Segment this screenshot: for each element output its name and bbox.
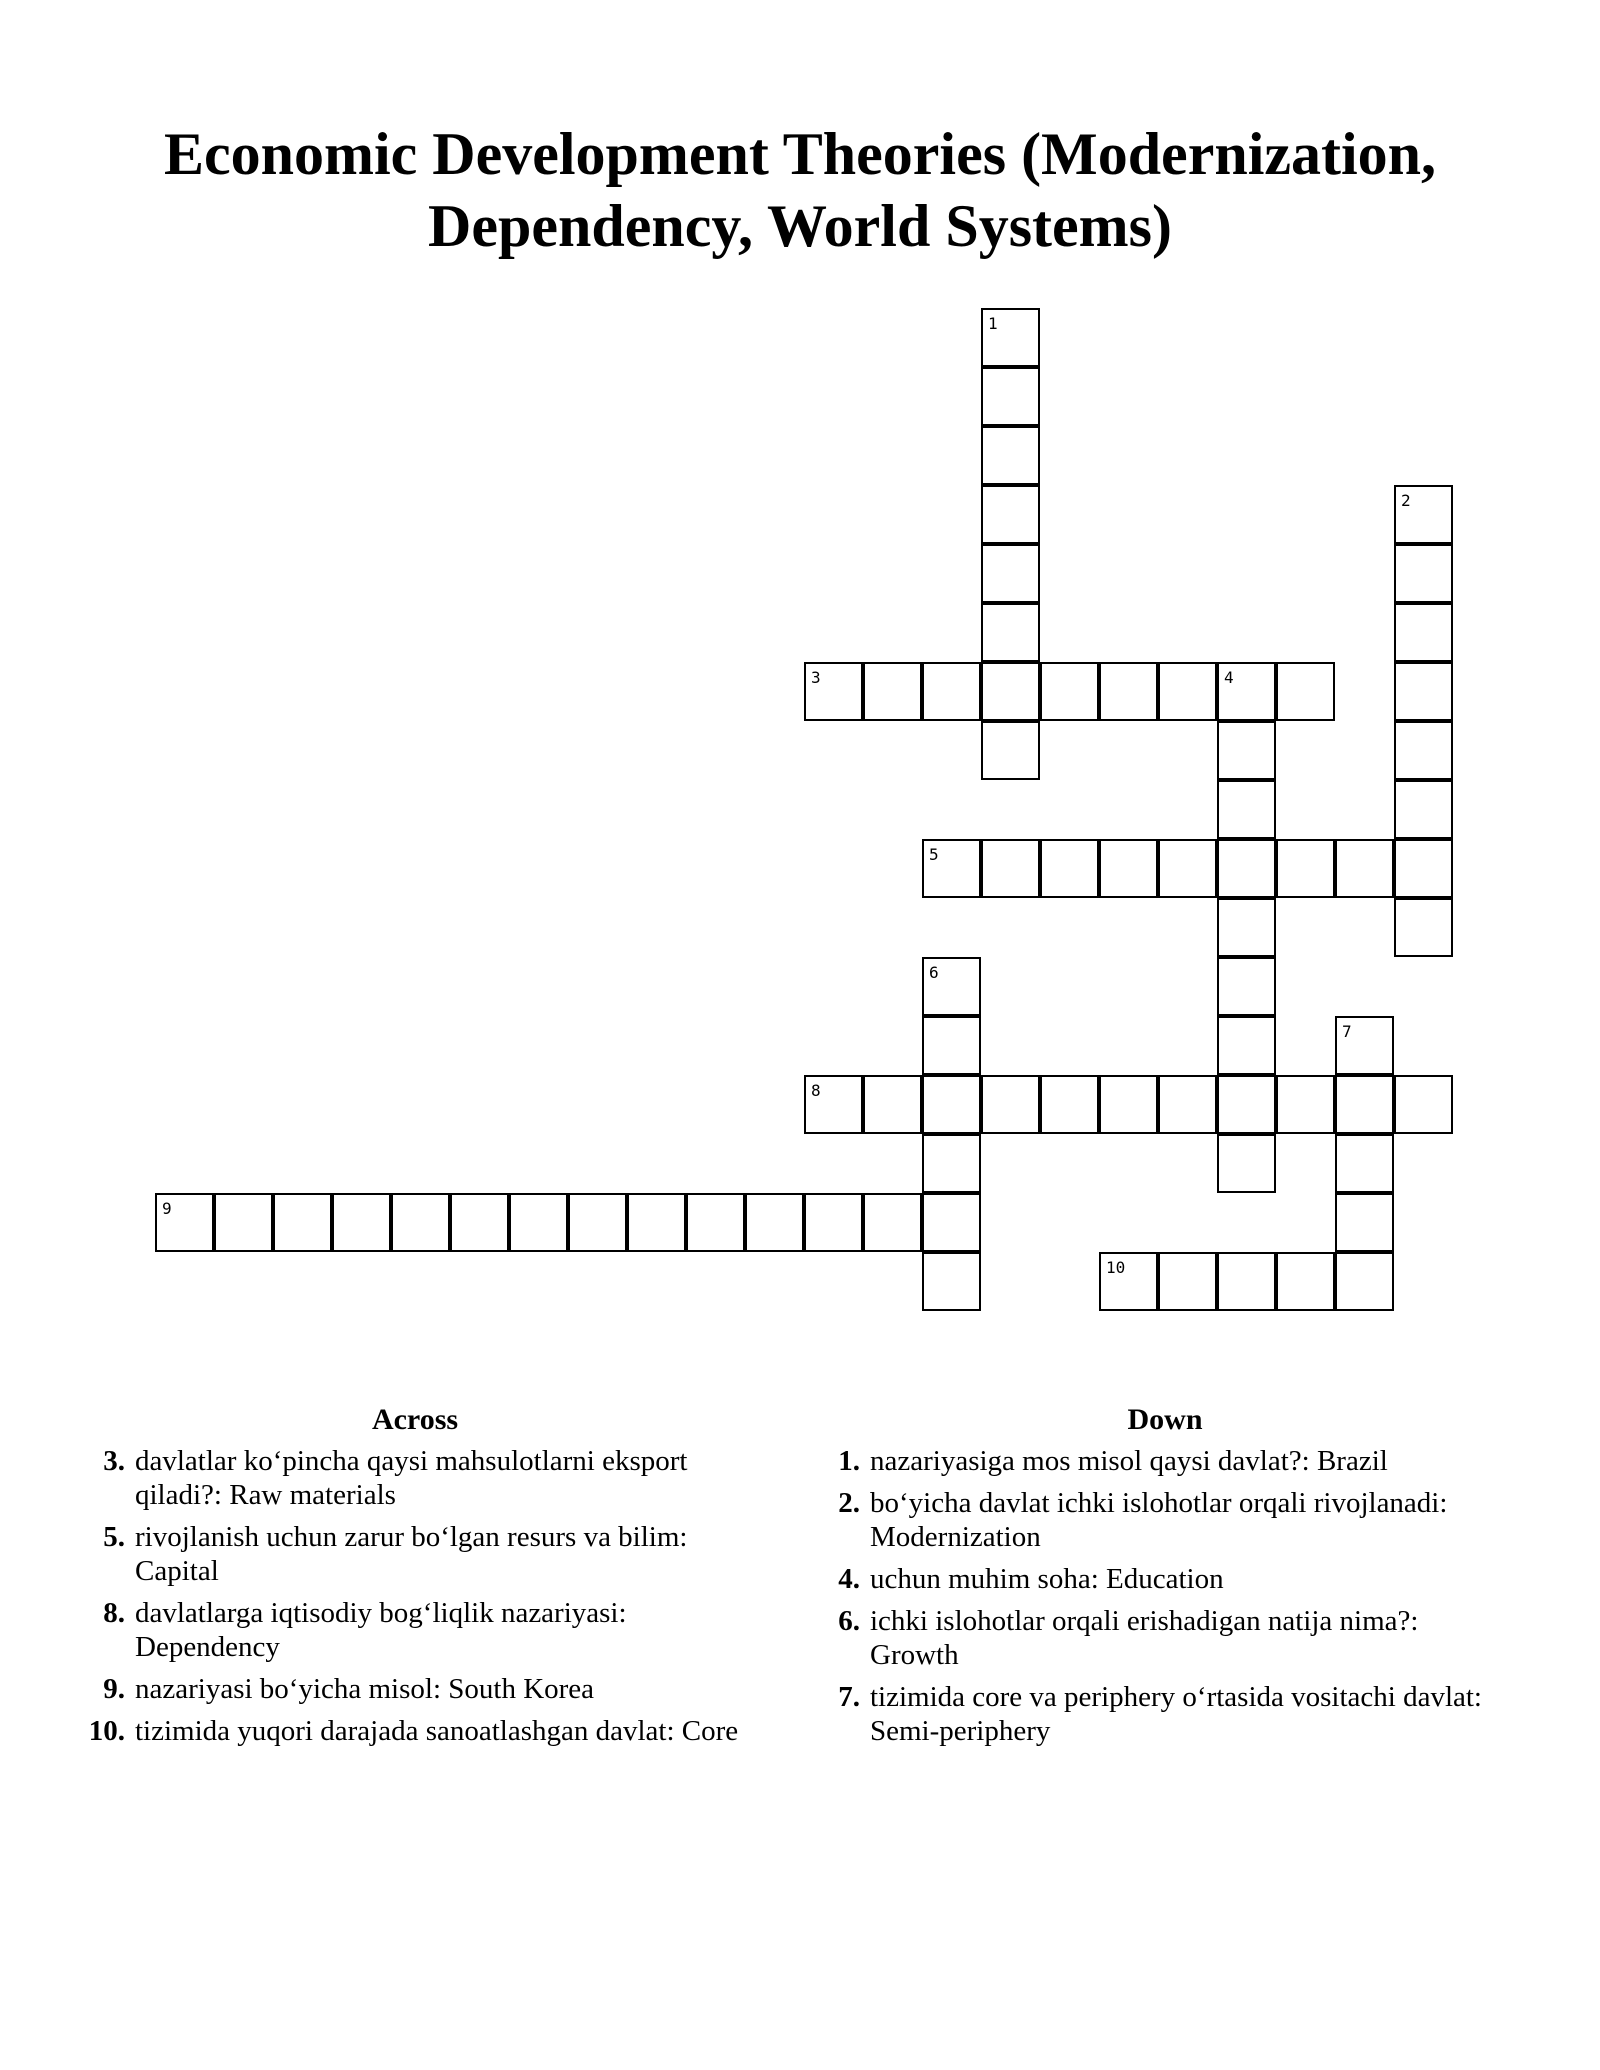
grid-cell[interactable] — [332, 1193, 391, 1252]
grid-cell[interactable] — [804, 1193, 863, 1252]
clue-text: tizimida core va periphery o‘rtasida vositachi davlat: Semi-periphery — [870, 1681, 1482, 1747]
grid-cell[interactable] — [1099, 839, 1158, 898]
grid-cell[interactable] — [1394, 780, 1453, 839]
clue-text: davlatlarga iqtisodiy bog‘liqlik nazariyasi: Dependency — [135, 1597, 627, 1663]
across-clue — [85, 1672, 745, 1706]
clue-text: bo‘yicha davlat ichki islohotlar orqali rivojlanadi: Modernization — [870, 1487, 1448, 1553]
across-clue — [85, 1596, 745, 1664]
grid-cell[interactable] — [1335, 1193, 1394, 1252]
grid-cell[interactable] — [981, 367, 1040, 426]
grid-cell[interactable] — [863, 1075, 922, 1134]
clue-number-label: 3 — [811, 668, 821, 687]
grid-cell[interactable] — [686, 1193, 745, 1252]
clue-number: 6. — [838, 1605, 860, 1637]
grid-cell[interactable] — [1217, 721, 1276, 780]
down-clues — [820, 1402, 1510, 1756]
grid-cell[interactable] — [1217, 1016, 1276, 1075]
grid-cell[interactable] — [804, 662, 863, 721]
grid-cell[interactable] — [745, 1193, 804, 1252]
clue-number: 5. — [103, 1521, 125, 1553]
grid-cell[interactable] — [863, 662, 922, 721]
grid-cell[interactable] — [1394, 544, 1453, 603]
across-clue — [85, 1444, 745, 1512]
grid-cell[interactable] — [981, 1075, 1040, 1134]
clue-number-label: 5 — [929, 845, 939, 864]
grid-cell[interactable] — [922, 957, 981, 1016]
clue-number-label: 6 — [929, 963, 939, 982]
grid-cell[interactable] — [1335, 1075, 1394, 1134]
grid-cell[interactable] — [1217, 839, 1276, 898]
grid-cell[interactable] — [1394, 603, 1453, 662]
grid-cell[interactable] — [922, 662, 981, 721]
grid-cell[interactable] — [509, 1193, 568, 1252]
grid-cell[interactable] — [981, 662, 1040, 721]
grid-cell[interactable] — [1099, 1075, 1158, 1134]
down-clue — [820, 1604, 1510, 1672]
across-clues — [85, 1402, 745, 1756]
grid-cell[interactable] — [1394, 1075, 1453, 1134]
grid-cell[interactable] — [1158, 1252, 1217, 1311]
grid-cell[interactable] — [1099, 662, 1158, 721]
down-clue — [820, 1486, 1510, 1554]
grid-cell[interactable] — [1158, 1075, 1217, 1134]
clue-text: uchun muhim soha: Education — [870, 1563, 1224, 1595]
grid-cell[interactable] — [804, 1075, 863, 1134]
clue-number-label: 10 — [1106, 1258, 1126, 1277]
grid-cell[interactable] — [1217, 957, 1276, 1016]
clue-number: 1. — [838, 1445, 860, 1477]
clue-number: 9. — [103, 1673, 125, 1705]
grid-cell[interactable] — [273, 1193, 332, 1252]
clue-number: 8. — [103, 1597, 125, 1629]
down-clue — [820, 1562, 1510, 1596]
down-heading: Down — [1127, 1403, 1203, 1436]
clue-text: nazariyasiga mos misol qaysi davlat?: Brazil — [870, 1445, 1388, 1477]
grid-cell[interactable] — [1217, 662, 1276, 721]
grid-cell[interactable] — [1040, 839, 1099, 898]
clue-number-label: 2 — [1401, 491, 1411, 510]
clue-number: 3. — [103, 1445, 125, 1477]
grid-cell[interactable] — [1394, 839, 1453, 898]
grid-cell[interactable] — [1335, 1252, 1394, 1311]
clue-text: davlatlar ko‘pincha qaysi mahsulotlarni eksport qiladi?: Raw materials — [135, 1445, 688, 1511]
grid-cell[interactable] — [863, 1193, 922, 1252]
grid-cell[interactable] — [1217, 1075, 1276, 1134]
clue-text: tizimida yuqori darajada sanoatlashgan davlat: Core — [135, 1715, 739, 1747]
across-heading: Across — [371, 1403, 459, 1436]
grid-cell[interactable] — [1335, 1134, 1394, 1193]
grid-cell[interactable] — [1276, 662, 1335, 721]
grid-cell[interactable] — [1158, 839, 1217, 898]
grid-cell[interactable] — [922, 1193, 981, 1252]
grid-cell[interactable] — [1217, 898, 1276, 957]
across-clue — [85, 1714, 745, 1748]
grid-cell[interactable] — [1040, 662, 1099, 721]
grid-cell[interactable] — [1158, 662, 1217, 721]
grid-cell[interactable] — [981, 308, 1040, 367]
grid-cell[interactable] — [1099, 1252, 1158, 1311]
clue-number-label: 9 — [162, 1199, 172, 1218]
clue-number: 2. — [838, 1487, 860, 1519]
grid-cell[interactable] — [568, 1193, 627, 1252]
grid-cell[interactable] — [981, 603, 1040, 662]
title-line-2: Dependency, World Systems) — [428, 193, 1172, 259]
grid-cell[interactable] — [981, 839, 1040, 898]
grid-cell[interactable] — [1217, 780, 1276, 839]
grid-cell[interactable] — [1276, 1252, 1335, 1311]
down-clue — [820, 1680, 1510, 1748]
grid-cell[interactable] — [981, 544, 1040, 603]
grid-cell[interactable] — [450, 1193, 509, 1252]
grid-cell[interactable] — [981, 426, 1040, 485]
title-line-1: Economic Development Theories (Modernization, — [163, 121, 1437, 187]
grid-cell[interactable] — [155, 1193, 214, 1252]
clue-number-label: 7 — [1342, 1022, 1352, 1041]
clue-number-label: 8 — [811, 1081, 821, 1100]
clue-number-label: 4 — [1224, 668, 1234, 687]
grid-cell[interactable] — [391, 1193, 450, 1252]
clue-text: ichki islohotlar orqali erishadigan natija nima?: Growth — [870, 1605, 1419, 1671]
grid-cell[interactable] — [1217, 1252, 1276, 1311]
grid-cell[interactable] — [1394, 898, 1453, 957]
clue-text: nazariyasi bo‘yicha misol: South Korea — [135, 1673, 595, 1705]
grid-cell[interactable] — [922, 1134, 981, 1193]
clue-number-label: 1 — [988, 314, 998, 333]
grid-cell[interactable] — [922, 1016, 981, 1075]
grid-cell[interactable] — [214, 1193, 273, 1252]
grid-cell[interactable] — [1394, 485, 1453, 544]
grid-cell[interactable] — [1394, 662, 1453, 721]
grid-cell[interactable] — [922, 839, 981, 898]
grid-cell[interactable] — [922, 1252, 981, 1311]
grid-cell[interactable] — [922, 1075, 981, 1134]
grid-cell[interactable] — [981, 485, 1040, 544]
grid-cell[interactable] — [1335, 839, 1394, 898]
grid-cell[interactable] — [1217, 1134, 1276, 1193]
grid-cell[interactable] — [1276, 839, 1335, 898]
clue-number: 10. — [88, 1715, 125, 1747]
down-clue — [820, 1444, 1510, 1478]
across-clue-list — [85, 1444, 745, 1748]
clue-text: rivojlanish uchun zarur bo‘lgan resurs va bilim: Capital — [135, 1521, 688, 1587]
grid-cell[interactable] — [627, 1193, 686, 1252]
grid-cell[interactable] — [1040, 1075, 1099, 1134]
down-clue-list — [820, 1444, 1510, 1748]
clue-number: 4. — [838, 1563, 860, 1595]
across-clue — [85, 1520, 745, 1588]
grid-cell[interactable] — [981, 721, 1040, 780]
clue-number: 7. — [838, 1681, 860, 1713]
grid-cell[interactable] — [1276, 1075, 1335, 1134]
grid-cell[interactable] — [1394, 721, 1453, 780]
grid-cell[interactable] — [1335, 1016, 1394, 1075]
